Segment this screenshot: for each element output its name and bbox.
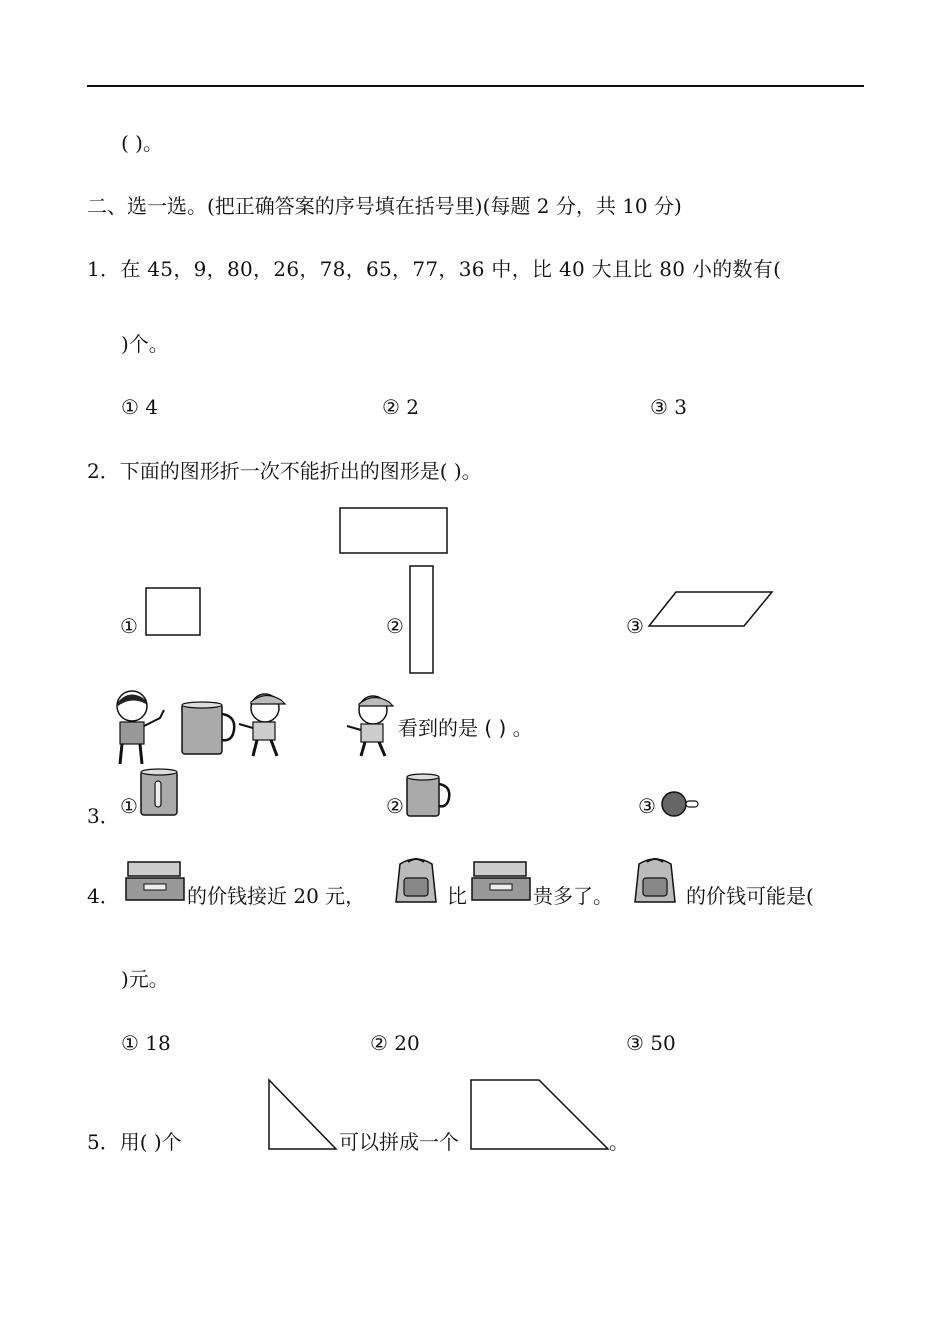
q1-option-3: ③ 3 — [650, 395, 688, 419]
prev-answer-blank: ( )。 — [121, 131, 163, 155]
q4-text-1: 的价钱接近 20 元， — [187, 884, 366, 908]
q5-trapezoid — [469, 1078, 611, 1152]
mug-top-view-icon — [660, 790, 702, 818]
q2-option-2-strip — [409, 565, 435, 675]
q5-text-1: 5．用( )个 — [87, 1130, 182, 1154]
backpack-icon-2 — [629, 854, 683, 906]
q3-prompt: 看到的是 ( ) 。 — [398, 716, 533, 740]
q4-number: 4． — [87, 884, 120, 908]
q4-option-2: ② 20 — [370, 1031, 420, 1055]
q4-text-2: 比 — [447, 884, 467, 908]
q2-marker-2: ② — [386, 614, 404, 638]
q5-triangle — [267, 1078, 339, 1152]
q2-marker-1: ① — [120, 614, 138, 638]
q2-option-3-parallelogram — [648, 590, 774, 628]
q4-option-3: ③ 50 — [626, 1031, 676, 1055]
q2-marker-3: ③ — [626, 614, 644, 638]
child-viewer-icon — [343, 692, 399, 758]
pencil-case-icon-2 — [470, 858, 532, 904]
q4-option-1: ① 18 — [121, 1031, 171, 1055]
q3-number: 3． — [87, 804, 120, 828]
q2-text: 2．下面的图形折一次不能折出的图形是( )。 — [87, 459, 482, 483]
child-right-icon — [235, 690, 293, 758]
q1-option-2: ② 2 — [382, 395, 420, 419]
q5-text-3: 。 — [609, 1130, 629, 1154]
q2-option-1-rectangle — [145, 587, 202, 637]
pencil-case-icon — [124, 858, 186, 904]
q3-marker-1: ① — [120, 794, 138, 818]
section-title: 二、选一选。(把正确答案的序号填在括号里)(每题 2 分，共 10 分) — [87, 194, 682, 218]
q5-text-2: 可以拼成一个 — [339, 1130, 459, 1154]
child-left-icon — [110, 688, 170, 768]
mug-front-view-icon — [405, 772, 453, 818]
q4-text-3: 贵多了。 — [533, 884, 613, 908]
q3-marker-2: ② — [386, 794, 404, 818]
q2-paper-rectangle — [339, 507, 449, 555]
q1-option-1: ① 4 — [121, 395, 159, 419]
mug-front-icon — [180, 700, 238, 758]
q1-cont: )个。 — [121, 332, 169, 356]
q4-text-4: 的价钱可能是( — [686, 884, 814, 908]
top-rule — [87, 85, 864, 87]
backpack-icon — [390, 854, 444, 906]
q3-marker-3: ③ — [638, 794, 656, 818]
q4-cont: )元。 — [121, 967, 169, 991]
mug-side-view-icon — [139, 767, 181, 817]
q1-text: 1．在 45，9，80，26，78，65，77，36 中，比 40 大且比 80 小的数有( — [87, 257, 782, 281]
